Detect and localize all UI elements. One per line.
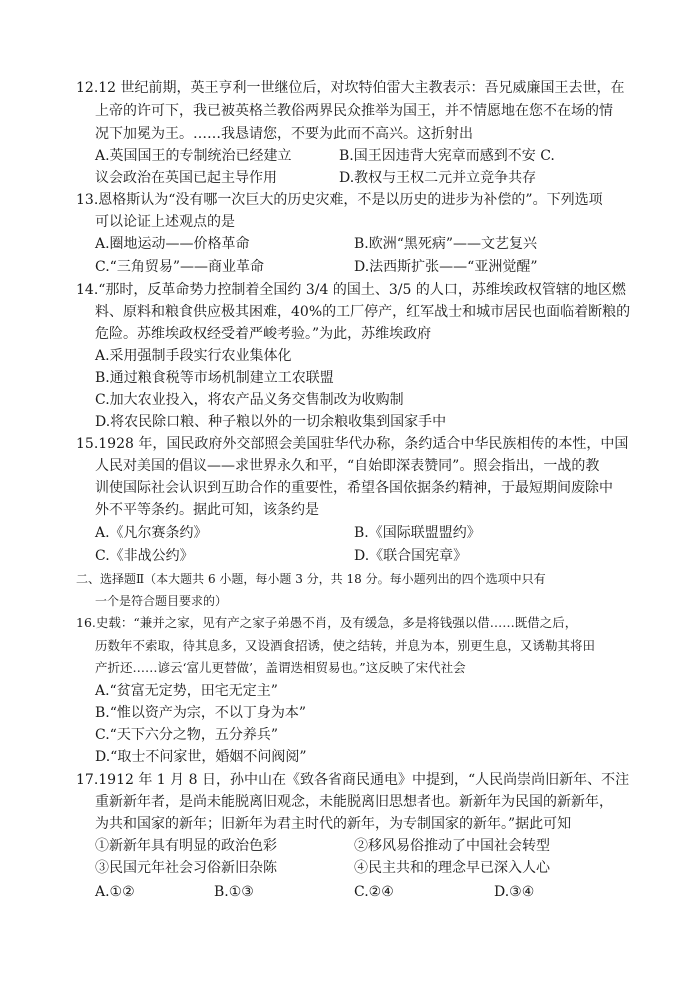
question-17-option-d: D.③④ bbox=[494, 884, 535, 900]
question-14-stem-line: 危险。苏维埃政权经受着严峻考验。”为此，苏维埃政府 bbox=[95, 326, 432, 342]
question-14-option-c: C.加大农业投入，将农产品义务交售制改为收购制 bbox=[95, 392, 404, 408]
question-15-option-b: B.《国际联盟盟约》 bbox=[354, 525, 481, 541]
question-14-option-b: B.通过粮食税等市场机制建立工农联盟 bbox=[95, 370, 334, 386]
question-15-stem-line: 15.1928 年，国民政府外交部照会美国驻华代办称，条约适合中华民族相传的本性，中国 bbox=[76, 436, 629, 452]
question-14-stem-line: 14.“那时，反革命势力控制着全国约 3/4 的国土、3/5 的人口，苏维埃政权管辖的地区燃 bbox=[76, 282, 626, 298]
question-17-statement-3: ③民国元年社会习俗新旧杂陈 bbox=[95, 860, 277, 876]
question-12-option-b: B.国王因违背大宪章而感到不安 C. bbox=[339, 148, 555, 164]
question-16-option-d: D.“取士不问家世，婚姻不问阀阅” bbox=[95, 749, 307, 765]
section-2-heading-line: 一个是符合题目要求的） bbox=[95, 594, 228, 608]
question-14-option-a: A.采用强制手段实行农业集体化 bbox=[95, 348, 292, 364]
question-16-option-b: B.“惟以资产为宗，不以丁身为本” bbox=[95, 705, 307, 721]
question-17-option-c: C.②④ bbox=[354, 884, 394, 900]
question-13-stem-line: 可以论证上述观点的是 bbox=[95, 214, 235, 230]
question-15-option-d: D.《联合国宪章》 bbox=[354, 548, 468, 564]
question-14-stem-line: 料、原料和粮食供应极其困难，40%的工厂停产，红军战士和城市居民也面临着断粮的 bbox=[95, 304, 631, 320]
question-17-statement-2: ②移风易俗推动了中国社会转型 bbox=[354, 838, 550, 854]
question-12-option-d: D.教权与王权二元并立竞争共存 bbox=[339, 170, 537, 186]
question-13-option-b: B.欧洲“黑死病”——文艺复兴 bbox=[354, 236, 538, 252]
question-12-stem-line: 况下加冕为王。……我恳请您，不要为此而不高兴。这折射出 bbox=[95, 126, 473, 142]
question-12-option-c: 议会政治在英国已起主导作用 bbox=[95, 170, 277, 186]
question-17-option-b: B.①③ bbox=[214, 884, 254, 900]
question-16-stem-line: 16.史载：“兼并之家，见有产之家子弟愚不肖，及有缓急，多是将钱强以借……既借之后， bbox=[76, 615, 578, 630]
question-16-stem-line: 历数年不索取，待其息多，又设酒食招诱，使之结转，并息为本，别更生息，又诱勒其将田 bbox=[95, 638, 596, 653]
question-14-option-d: D.将农民除口粮、种子粮以外的一切余粮收集到国家手中 bbox=[95, 414, 447, 430]
question-13-stem-line: 13.恩格斯认为“没有哪一次巨大的历史灾难，不是以历史的进步为补偿的”。下列选项 bbox=[76, 192, 603, 208]
question-15-stem-line: 训使国际社会认识到互助合作的重要性，希望各国依据条约精神，于最短期间废除中 bbox=[95, 480, 613, 496]
question-16-option-c: C.“天下六分之物，五分养兵” bbox=[95, 727, 278, 743]
question-12-stem-line: 12.12 世纪前期，英王亨利一世继位后，对坎特伯雷大主教表示：吾兄威廉国王去世，在 bbox=[76, 80, 625, 96]
question-17-stem-line: 重新新年者，是尚未能脱离旧观念，未能脱离旧思想者也。新新年为民国的新新年， bbox=[95, 794, 613, 810]
question-15-stem-line: 人民对美国的倡议——求世界永久和平，“自始即深表赞同”。照会指出，一战的教 bbox=[95, 458, 600, 474]
question-13-option-d: D.法西斯扩张——“亚洲觉醒” bbox=[354, 259, 538, 275]
question-13-option-c: C.“三角贸易”——商业革命 bbox=[95, 259, 264, 275]
question-15-option-a: A.《凡尔赛条约》 bbox=[95, 525, 208, 541]
question-12-option-a: A.英国国王的专制统治已经建立 bbox=[95, 148, 292, 164]
question-16-stem-line: 产折还……谚云‘富儿更替做’，盖谓迭相贸易也。”这反映了宋代社会 bbox=[95, 660, 466, 675]
question-17-stem-line: 17.1912 年 1 月 8 日，孙中山在《致各省商民通电》中提到，“人民尚崇尚旧新年、不注 bbox=[76, 772, 630, 788]
section-2-heading-line: 二、选择题Ⅱ（本大题共 6 小题，每小题 3 分，共 18 分。每小题列出的四个选项中只有 bbox=[76, 572, 546, 586]
question-17-statement-4: ④民主共和的理念早已深入人心 bbox=[354, 860, 550, 876]
question-15-stem-line: 外不平等条约。据此可知，该条约是 bbox=[95, 502, 319, 518]
question-13-option-a: A.圈地运动——价格革命 bbox=[95, 236, 250, 252]
question-12-stem-line: 上帝的许可下，我已被英格兰教俗两界民众推举为国王，并不情愿地在您不在场的情 bbox=[95, 103, 613, 119]
question-17-option-a: A.①② bbox=[95, 884, 135, 900]
question-17-statement-1: ①新新年具有明显的政治色彩 bbox=[95, 838, 277, 854]
question-15-option-c: C.《非战公约》 bbox=[95, 548, 194, 564]
question-16-option-a: A.“贫富无定势，田宅无定主” bbox=[95, 683, 278, 699]
question-17-stem-line: 为共和国家的新年；旧新年为君主时代的新年，为专制国家的新年。”据此可知 bbox=[95, 816, 572, 832]
